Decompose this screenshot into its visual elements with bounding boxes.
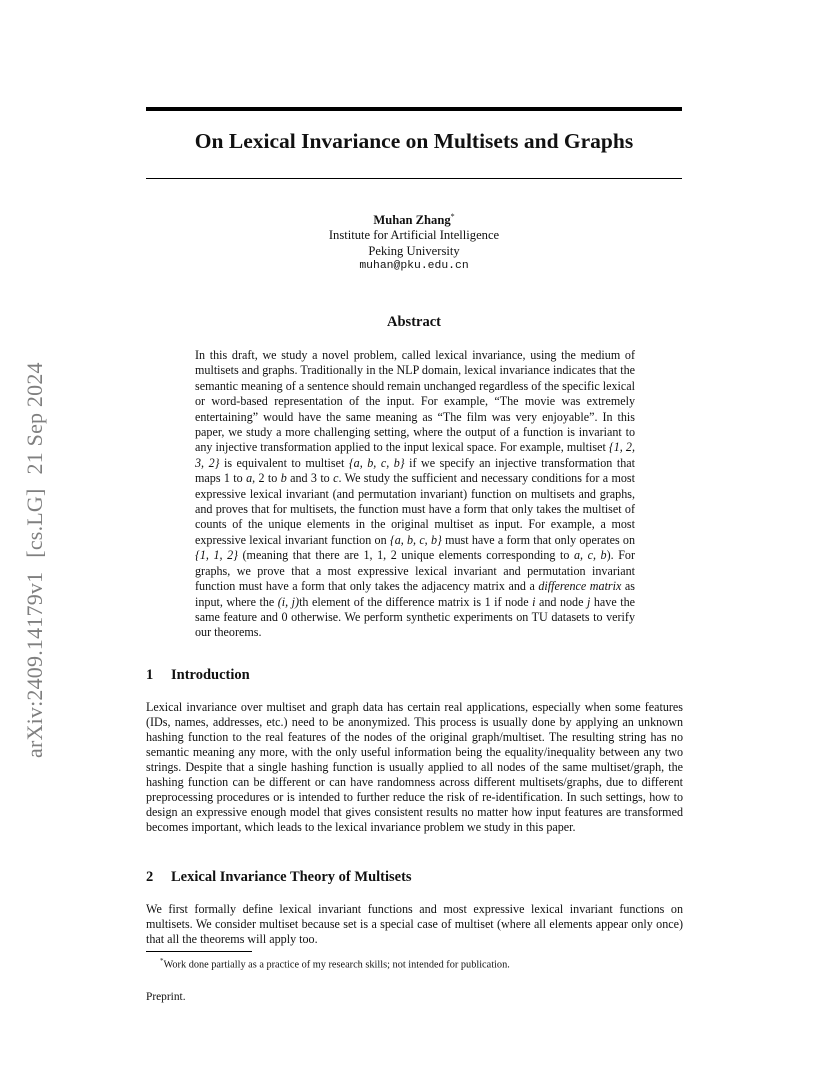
preprint-label: Preprint. — [146, 991, 186, 1003]
math-inline: i — [532, 594, 536, 609]
arxiv-id: arXiv:2409.14179v1 — [22, 571, 47, 758]
abstract-text: In this draft, we study a novel problem, called lexical invariance, using the medium of multisets and graphs. Traditionally in the NLP domain, lexical invariance indicates that the semantic meaning of a sentence should remain unchanged regardless of the specific lexical or word-based representation of the input. For example, “The movie was extremely entertaining” would have the same meaning as “The film was very enjoyable”. In this paper, we study a more challenging setting, where the output of a function is invariant to any injective transformation applied to the input lexical space. For example, multiset {1, 2, 3, 2} is equivalent to multiset {a, b, c, b} if we specify an injective transformation that maps 1 to a, 2 to b and 3 to c. We study the sufficient and necessary conditions for a most expressive lexical invariant (and permutation invariant) function on multisets and graphs, and proves that for multisets, the function must have a form that only takes the multiset of counts of the unique elements in the original multiset as input. For example, a most expressive lexical invariant function on {a, b, c, b} must have a form that only operates on {1, 1, 2} (meaning that there are 1, 1, 2 unique elements corresponding to a, c, b). For graphs, we prove that a most expressive lexical invariant and permutation invariant function must have a form that only takes the adjacency matrix and a difference matrix as input, where the (i, j)th element of the difference matrix is 1 if node i and node j have the same feature and 0 otherwise. We perform synthetic experiments on TU datasets to verify our theorems. — [195, 348, 636, 640]
arxiv-identifier-stamp — [22, 362, 48, 758]
footnote-text: Work done partially as a practice of my research skills; not intended for publication. — [163, 959, 510, 971]
arxiv-category: [cs.LG] — [22, 488, 47, 558]
abstract-heading: Abstract — [387, 314, 441, 330]
math-inline: {a, b, c, b} — [389, 532, 442, 547]
emphasis-difference-matrix: difference matrix — [538, 579, 622, 594]
footnote — [160, 955, 680, 971]
paper-title: On Lexical Invariance on Multisets and Graphs — [194, 129, 634, 153]
math-inline: {1, 2, 3, 2} — [195, 440, 635, 470]
math-inline: j — [586, 594, 591, 609]
affiliation-university: Peking University — [368, 243, 460, 258]
math-inline: a, c, b — [573, 548, 607, 563]
math-inline: {a, b, c, b} — [348, 455, 405, 470]
author-name: Muhan Zhang — [373, 213, 451, 228]
math-inline: (i, j) — [277, 594, 300, 609]
affiliation-institute: Institute for Artificial Intelligence — [328, 228, 500, 243]
math-inline: c — [333, 471, 339, 486]
math-inline: {1, 1, 2} — [195, 548, 238, 563]
section-heading-introduction: 1 Introduction — [146, 667, 250, 683]
author-footnote-mark: * — [450, 212, 455, 221]
arxiv-date: 21 Sep 2024 — [22, 362, 47, 475]
title-bottom-rule — [146, 178, 682, 179]
author-email: muhan@pku.edu.cn — [359, 259, 469, 272]
section-text-introduction: Lexical invariance over multiset and graph data has certain real applications, especially when some features (IDs, names, addresses, etc.) need to be anonymized. This process is usually done by applying an unknown hashing function to the real features of the nodes of the original graph/multiset. The resulting string has no semantic meaning any more, with the only useful information being the equality/inequality between any two strings. Despite that a single hashing function is usually applied to all nodes of the same multiset/graph, the hashing function can be different or can have randomness across different multisets/graphs, due to different preprocessing procedures or is intended to further reduce the risk of re-identification. In such settings, how to design an expressive enough model that gives consistent results no matter how input features are transformed becomes important, which leads to the lexical invariance problem we study in this paper. — [146, 700, 683, 834]
math-inline: a — [246, 471, 253, 486]
title-top-rule — [146, 107, 682, 111]
author-block — [146, 209, 682, 274]
section-heading-lexical-invariance-theory: 2 Lexical Invariance Theory of Multisets — [146, 869, 412, 885]
section-text-lexical-invariance-theory: We first formally define lexical invariant functions and most expressive lexical invariant functions on multisets. We consider multiset because set is a special case of multiset (where all elements appear only once) that all the theorems will apply too. — [146, 902, 683, 946]
footnote-mark: * — [160, 957, 164, 965]
footnote-rule — [146, 951, 252, 952]
math-inline: b — [280, 471, 287, 486]
